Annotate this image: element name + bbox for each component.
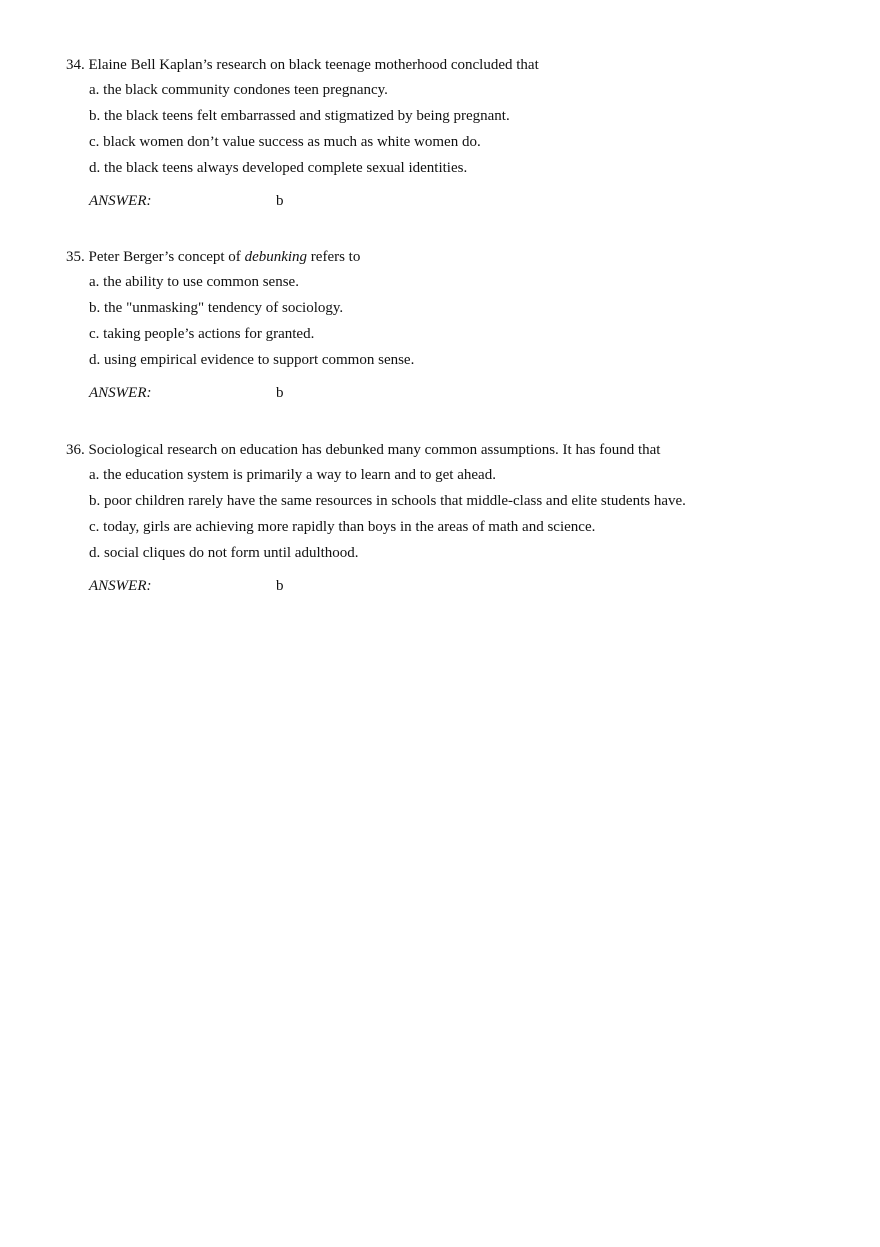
- answer-value: b: [276, 385, 284, 401]
- question-36: [66, 440, 856, 596]
- option-c: c. taking people’s actions for granted.: [89, 326, 315, 342]
- option-a: a. the black community condones teen pregnancy.: [89, 82, 388, 98]
- question-34: [66, 55, 856, 211]
- option-d: d. using empirical evidence to support common sense.: [89, 352, 415, 368]
- question-35: [66, 247, 856, 403]
- question-text-after: refers to: [310, 249, 361, 265]
- question-stem: [66, 440, 856, 460]
- answer-row: [66, 191, 856, 211]
- answer-row: [66, 383, 856, 403]
- option-list: [66, 77, 856, 181]
- option-a: a. the education system is primarily a way to learn and to get ahead.: [89, 467, 496, 483]
- option-a: a. the ability to use common sense.: [89, 274, 299, 290]
- option-d: d. social cliques do not form until adulthood.: [89, 545, 359, 561]
- question-text-before: Peter Berger’s concept of: [88, 249, 241, 265]
- option-c: c. today, girls are achieving more rapidly than boys in the areas of math and science.: [89, 519, 596, 535]
- option-list: [66, 462, 856, 566]
- question-number: 35.: [66, 249, 85, 265]
- answer-row: [66, 576, 856, 596]
- question-text-emphasis: debunking: [244, 249, 308, 265]
- option-b: b. poor children rarely have the same resources in schools that middle-class and elite students have.: [89, 493, 686, 509]
- option-c: c. black women don’t value success as much as white women do.: [89, 134, 481, 150]
- answer-label: ANSWER:: [89, 385, 152, 401]
- question-number: 34.: [66, 57, 85, 73]
- question-number: 36.: [66, 442, 85, 458]
- question-text: Sociological research on education has debunked many common assumptions. It has found that: [88, 442, 661, 458]
- option-b: b. the "unmasking" tendency of sociology.: [89, 300, 344, 316]
- answer-label: ANSWER:: [89, 193, 152, 209]
- option-list: [66, 269, 856, 373]
- option-d: d. the black teens always developed complete sexual identities.: [89, 160, 468, 176]
- option-b: b. the black teens felt embarrassed and stigmatized by being pregnant.: [89, 108, 510, 124]
- answer-label: ANSWER:: [89, 578, 152, 594]
- answer-value: b: [276, 193, 284, 209]
- question-text: Elaine Bell Kaplan’s research on black teenage motherhood concluded that: [88, 57, 539, 73]
- question-stem: [66, 55, 856, 75]
- answer-value: b: [276, 578, 284, 594]
- question-stem: [66, 247, 856, 267]
